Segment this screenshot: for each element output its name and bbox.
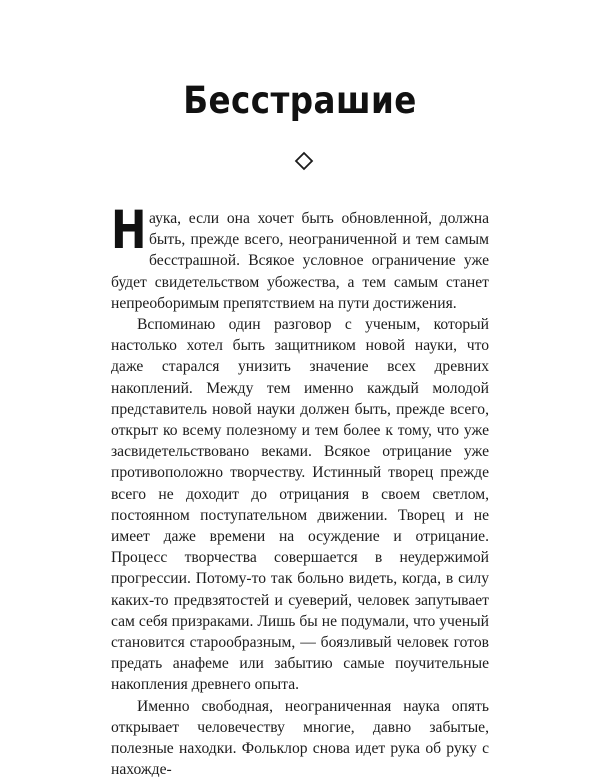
paragraph-3: Именно свободная, неограниченная наука опять открывает человечеству многие, давно забытые, полезные находки. Фольклор снова идет рука об руку с нахожде-	[111, 697, 489, 779]
diamond-outline-icon	[294, 151, 314, 171]
paragraph-1	[111, 200, 489, 314]
chapter-title: Бесстрашие	[183, 79, 417, 122]
body-text	[111, 200, 489, 780]
paragraph-2: Вспоминаю один разговор с ученым, который настолько хотел быть защитником новой науки, что даже старался унизить значение всех древних накоплений. Между тем именно каждый молодой представитель новой науки должен быть, прежде всего, открыт ко всему полезному и тем более к тому, что уже засвидетельствовано веками. Всякое отрицание уже противоположно творчеству. Истинный творец прежде всего не доходит до отрицания в своем светлом, постоянном поступательном движении. Творец и не имеет даже времени на осуждение и отрицание. Процесс творчества совершается в неудержимой прогрессии. Потому-то так больно видеть, когда, в силу каких-то предвзятостей и суеверий, человек запутывает сам себя призраками. Лишь бы не подумали, что ученый становится старообразным, — боязливый человек готов предать анафеме или забытию самые поучительные накопления древнего опыта.	[111, 316, 489, 694]
drop-cap: Н	[111, 200, 147, 261]
paragraph-1-text: аука, если она хочет быть обновленной, должна быть, прежде всего, неограниченной и тем самым бесстрашной. Всякое условное ограничение уже будет свидетельством убожества, а тем самым станет непреоборимым препятствием на пути достижения.	[111, 210, 489, 312]
